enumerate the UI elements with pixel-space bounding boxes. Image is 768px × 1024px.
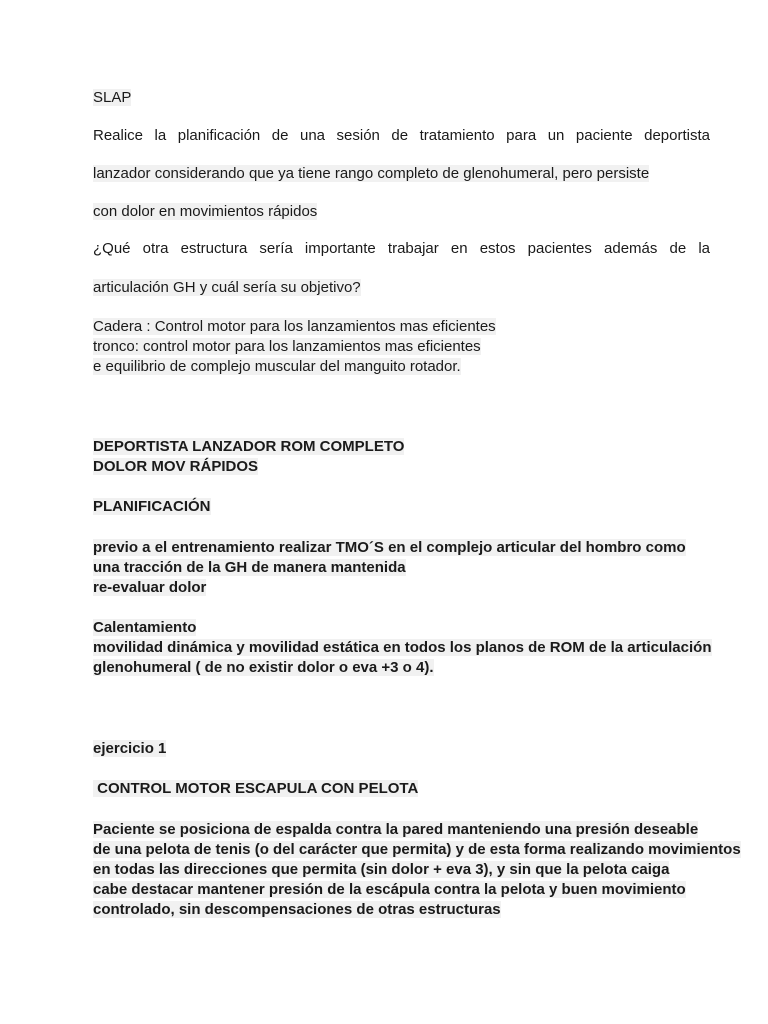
ejercicio-line-3: en todas las direcciones que permita (sin dolor + eva 3), y sin que la pelota caiga xyxy=(93,861,670,878)
ejercicio-title: ejercicio 1 xyxy=(93,740,167,757)
ejercicio-name: CONTROL MOTOR ESCAPULA CON PELOTA xyxy=(93,780,419,797)
ejercicio-line-5: controlado, sin descompensaciones de otras estructuras xyxy=(93,901,501,918)
planificacion-title: PLANIFICACIÓN xyxy=(93,498,211,515)
planificacion-line-3: re-evaluar dolor xyxy=(93,579,207,596)
answer-line-3: e equilibrio de complejo muscular del manguito rotador. xyxy=(93,358,461,375)
question-line-3: con dolor en movimientos rápidos xyxy=(93,203,318,220)
calentamiento-title: Calentamiento xyxy=(93,619,197,636)
ejercicio-line-2: de una pelota de tenis (o del carácter que permita) y de esta forma realizando movimientos xyxy=(93,841,741,858)
heading-line-2: DOLOR MOV RÁPIDOS xyxy=(93,458,259,475)
answer-line-2: tronco: control motor para los lanzamientos mas eficientes xyxy=(93,338,481,355)
planificacion-line-2: una tracción de la GH de manera mantenida xyxy=(93,559,406,576)
question-line-2: lanzador considerando que ya tiene rango completo de glenohumeral, pero persiste xyxy=(93,165,650,182)
question-line-4: ¿Qué otra estructura sería importante trabajar en estos pacientes además de la xyxy=(93,240,710,257)
question-line-5: articulación GH y cuál sería su objetivo? xyxy=(93,279,361,296)
calentamiento-line-1: movilidad dinámica y movilidad estática en todos los planos de ROM de la articulación xyxy=(93,639,712,656)
document-title: SLAP xyxy=(93,89,132,106)
calentamiento-line-2: glenohumeral ( de no existir dolor o eva +3 o 4). xyxy=(93,659,434,676)
heading-line-1: DEPORTISTA LANZADOR ROM COMPLETO xyxy=(93,438,405,455)
planificacion-line-1: previo a el entrenamiento realizar TMO´S en el complejo articular del hombro como xyxy=(93,539,686,556)
ejercicio-line-1: Paciente se posiciona de espalda contra la pared manteniendo una presión deseable xyxy=(93,821,699,838)
ejercicio-line-4: cabe destacar mantener presión de la escápula contra la pelota y buen movimiento xyxy=(93,881,686,898)
question-line-1: Realice la planificación de una sesión de tratamiento para un paciente deportista xyxy=(93,127,710,144)
answer-line-1: Cadera : Control motor para los lanzamientos mas eficientes xyxy=(93,318,496,335)
